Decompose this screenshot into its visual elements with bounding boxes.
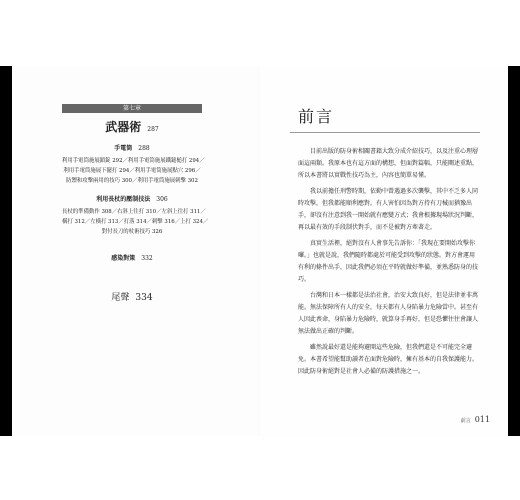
toc-section	[62, 290, 202, 303]
chapter-heading	[62, 118, 202, 135]
paragraph: 我以前擔任刑警時期，依勤中曾遇過多次襲擊，其中不乏多人同時攻擊，但我都能順利應對。有人害怕因為對方持有刀械而猶豫出手，卻沒有注意到我一開始就有應變方式；我會根據現場狀況判斷，再以最有效的手段制伏對手，而不是被對方牽著走。	[298, 188, 479, 231]
paragraph: 目前出版的防身術相關書籍大致分成介紹技巧，以及注重心理層面這兩類。我原本也有這方面的構想，但面對篇幅，只能闡述重點，所以本書將以實戰性技巧為主，內容也簡單易懂。	[298, 148, 479, 179]
section-page: 288	[138, 145, 150, 152]
footer-label: 前言	[460, 418, 471, 424]
paragraph: 雖然說最好還是能夠避開這些危險，但我們還是不可能完全避免。本書希望能幫助讀者在面對危險時，擁有基本的自我保護能力。因此防身術絕對是社會人必備的防護措施之一。	[298, 344, 479, 375]
page-number: 011	[474, 415, 490, 424]
toc-line: 利用手電筒施展下擺打 294／利用手電筒施展點穴 296／	[63, 168, 201, 174]
page-title: 前言	[298, 107, 335, 126]
toc-line: 防禦和攻擊兩用的技巧 300／利用手電筒施展刺擊 302	[66, 178, 198, 184]
right-page	[260, 66, 508, 436]
chapter-title: 武器術	[105, 120, 142, 134]
page-footer	[461, 415, 490, 424]
table-of-contents	[62, 104, 209, 307]
toc-line: 對付長刀的杖術技巧 326	[101, 229, 163, 235]
section-title: 感染對策	[111, 255, 136, 262]
paragraph: 台灣和日本一樣都是法治社會，治安大致良好，但是法律並非萬能。無法保障所有人的安全，每天都有人身陷暴力危險當中。甚至有人因此喪命，身陷暴力危險時，就算身手再好，但是恐懼往往會讓人無法做出正確的判斷。	[298, 292, 479, 335]
paragraph: 真實生活裡，絕對沒有人會事先告訴你：「我現在要開始攻擊你囉。」也就是說，我們隨時都處於可能受到攻擊的狀態。對方會運用有利的條件出手，因此我們必須在平時就做好準備，並熟悉防身的技巧。	[298, 240, 479, 283]
toc-line: 利用手電筒施展鎖錠 292／利用手電筒施展鐵鎚槌打 294／	[62, 158, 205, 164]
toc-section	[62, 194, 202, 203]
book-spread	[0, 66, 520, 436]
section-page: 332	[141, 255, 153, 262]
section-page: 306	[156, 196, 168, 203]
section-page: 334	[135, 293, 153, 303]
body-text	[298, 146, 478, 382]
section-title: 利用長杖的壓制技法	[96, 196, 151, 203]
toc-line: 橫打 312／左橫打 313／打落 314／刺擊 316／上打 324／	[62, 219, 209, 225]
section-title: 尾聲	[111, 293, 130, 303]
left-page	[12, 66, 260, 436]
chapter-page: 287	[147, 126, 159, 133]
title-rule	[290, 132, 480, 133]
section-title: 手電筒	[114, 145, 133, 152]
toc-line: 長杖的準備動作 308／右斜上往打 310／左斜上往打 311／	[62, 209, 206, 215]
toc-section	[62, 253, 202, 262]
toc-section	[62, 143, 202, 152]
chapter-label: 第七章	[62, 104, 202, 113]
